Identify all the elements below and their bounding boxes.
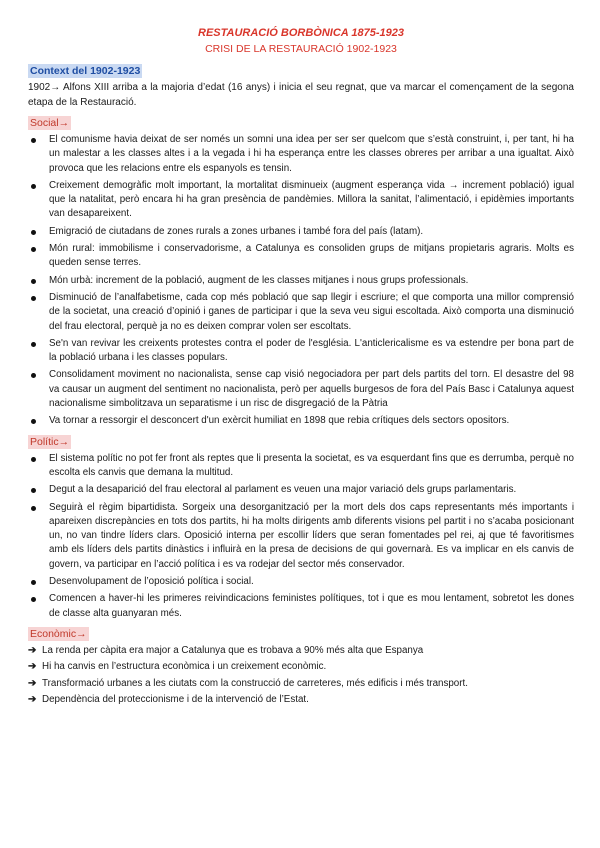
context-heading: Context del 1902-1923 — [30, 65, 141, 77]
list-item: Degut a la desaparició del frau electoral al parlament es veuen una major variació dels grups parlamentaris. — [28, 483, 574, 497]
bullet-icon — [31, 457, 36, 462]
arrow-icon: ➔ — [28, 661, 37, 673]
list-item: Món rural: immobilisme i conservadorisme, a Catalunya es consoliden grups de mitjans propietaris agraris. Molts es queden sense terres. — [28, 242, 574, 271]
list-item: Món urbà: increment de la població, augment de les classes mitjanes i nous grups professionals. — [28, 274, 574, 288]
bullet-icon — [31, 506, 36, 511]
document-page — [28, 26, 574, 709]
economic-heading: Econòmic→ — [30, 627, 87, 640]
list-item: Emigració de ciutadans de zones rurals a zones urbanes i també fora del país (latam). — [28, 225, 574, 239]
list-item: Va tornar a ressorgir el desconcert d'un exèrcit humiliat en 1898 que rebia crítiques dels sectors opositors. — [28, 414, 574, 428]
intro-paragraph: 1902→ Alfons XIII arriba a la majoria d’edat (16 anys) i inicia el seu regnat, que va marcar el començament de la segona etapa de la Restauració. — [28, 82, 574, 108]
arrow-icon: ➔ — [28, 677, 37, 689]
bullet-icon — [31, 580, 36, 585]
bullet-icon — [31, 342, 36, 347]
bullet-icon — [31, 230, 36, 235]
list-item: Comencen a haver-hi les primeres reivindicacions feministes polítiques, tot i que es mou lentament, sobretot les dones de classe alta guanyaran més. — [28, 592, 574, 621]
social-heading: Social→ — [30, 117, 70, 129]
economic-list — [28, 644, 574, 707]
bullet-icon — [31, 138, 36, 143]
bullet-icon — [31, 279, 36, 284]
document-title: RESTAURACIÓ BORBÒNICA 1875-1923 — [198, 27, 404, 39]
document-subtitle: CRISI DE LA RESTAURACIÓ 1902-1923 — [205, 43, 397, 55]
arrow-icon: ➔ — [28, 693, 37, 705]
list-item: Consolidament moviment no nacionalista, sense cap visió negociadora per part dels partits del torn. El desastre del 98 va causar un augment del sentiment no nacionalista, però per aquells burgesos de fora del País Basc i Catalunya aquest nacionalisme simbolitzava un separatisme i un risc de disgregació de la Pàtria — [28, 368, 574, 411]
list-item: ➔ Hi ha canvis en l’estructura econòmica i un creixement econòmic. — [28, 660, 574, 674]
arrow-icon: ➔ — [28, 644, 37, 656]
politic-heading: Polític→ — [30, 435, 70, 448]
social-list — [28, 133, 574, 429]
list-item: Creixement demogràfic molt important, la mortalitat disminueix (augment esperança vida → increment població) igual que la natalitat, però encara hi ha gran presència de pandèmies. Millora la sanitat, l’alimentació, i epidèmies importants van desapareixent. — [28, 179, 574, 222]
bullet-icon — [31, 184, 36, 189]
politic-list — [28, 452, 574, 621]
bullet-icon — [31, 597, 36, 602]
bullet-icon — [31, 419, 36, 424]
list-item: Desenvolupament de l’oposició política i social. — [28, 575, 574, 589]
bullet-icon — [31, 373, 36, 378]
list-item: ➔ La renda per càpita era major a Catalunya que es trobava a 90% més alta que Espanya — [28, 644, 574, 658]
list-item: El sistema polític no pot fer front als reptes que li presenta la societat, es va esquerdant fins que es derrumba, perquè no escolta els canvis que demana la multitud. — [28, 452, 574, 481]
list-item: Disminució de l’analfabetisme, cada cop més població que sap llegir i escriure; el que comporta una millor comprensió de la societat, una creació d’opinió i ganes de participar i que la seva veu sigui escoltada. Això comporta una disminució del frau electoral, perquè ja no es deixen comprar volen ser escoltats. — [28, 291, 574, 334]
list-item: El comunisme havia deixat de ser només un somni una idea per ser ser quelcom que s’està construint, i, per tant, hi ha un malestar a les classes altes i a la vegada i hi ha esperança entre les classes obreres per arribar a una igualtat. Això provoca que les relacions entre els espanyols es tensin. — [28, 133, 574, 176]
bullet-icon — [31, 247, 36, 252]
list-item: ➔ Dependència del proteccionisme i de la intervenció de l’Estat. — [28, 693, 574, 707]
list-item: Se'n van revivar les creixents protestes contra el poder de l'església. L'anticlericalisme es va estendre per bona part de la població urbana i les classes populars. — [28, 337, 574, 366]
list-item: ➔ Transformació urbanes a les ciutats com la construcció de carreteres, més edificis i més transport. — [28, 677, 574, 691]
list-item: Seguirà el règim bipartidista. Sorgeix una desorganització per la mort dels dos caps representants més importants i apareixen discrepàncies en tots dos partits, hi ha molts dirigents amb diferents visions pel partit i no s’acaba posicionant un, no van tindre líders clars. Oposició interna per escollir líders que seran fomentades pel rei, aj que té favoritismes amb els líders dels partits dinàstics i influirà en la presa de decisions de qui governarà. Es va implicar en els canvis de govern, va participar en l’acció política i es va rodejar del sector més conservador. — [28, 501, 574, 572]
bullet-icon — [31, 488, 36, 493]
bullet-icon — [31, 296, 36, 301]
